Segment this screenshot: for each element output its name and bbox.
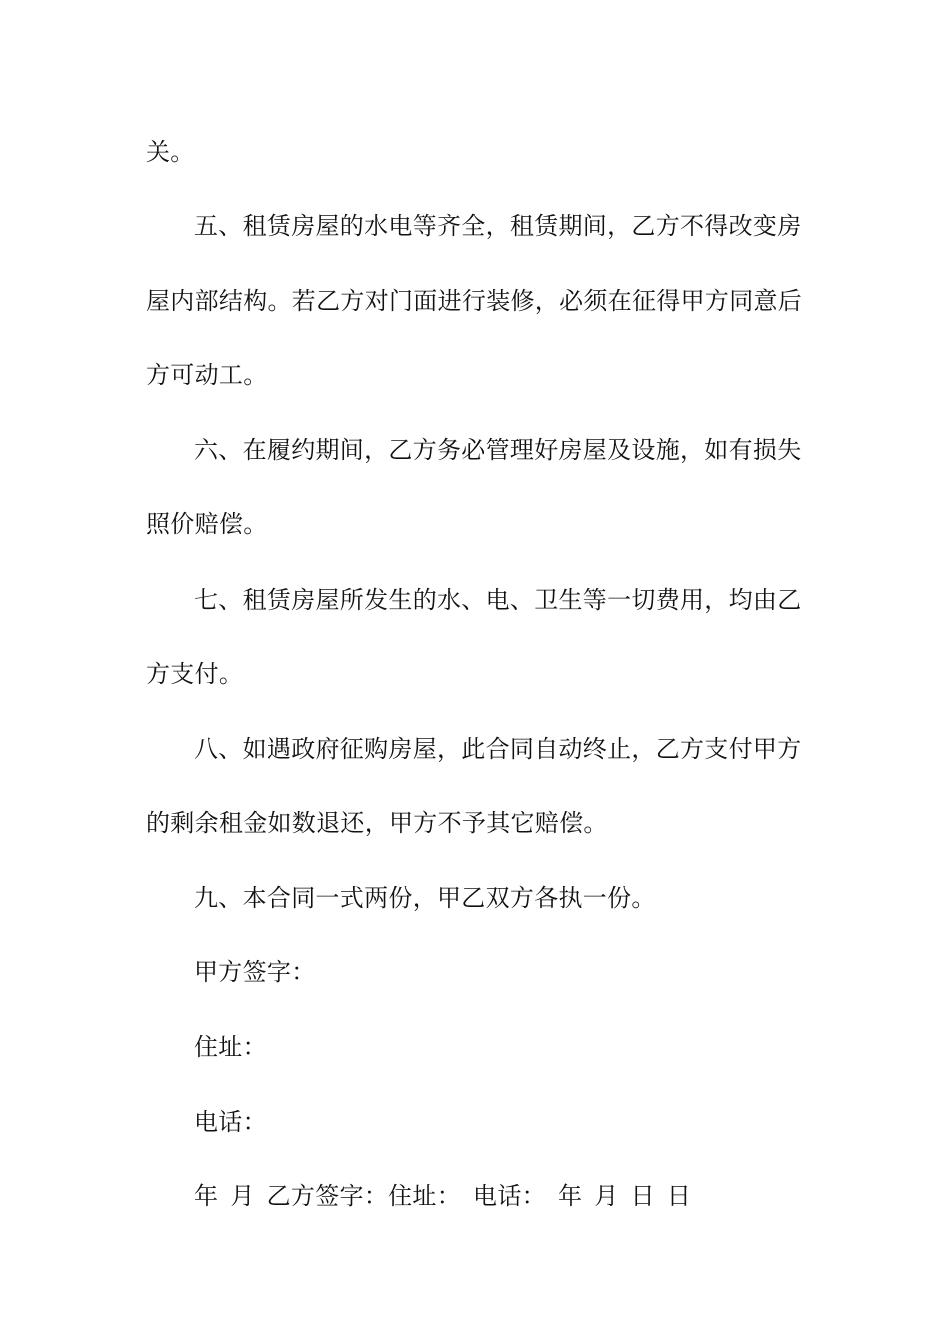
clause-8-line-2: 的剩余租金如数退还，甲方不予其它赔偿。 [146, 809, 608, 837]
year-label-2: 年 [557, 1182, 583, 1210]
clause-7-line-2: 方支付。 [146, 660, 244, 688]
clause-9-line: 九、本合同一式两份，甲乙双方各执一份。 [194, 884, 656, 912]
address-label: 住址： [194, 1033, 267, 1061]
clause-5-line-1: 五、租赁房屋的水电等齐全，租赁期间，乙方不得改变房 [194, 212, 802, 240]
clause-6-line-1: 六、在履约期间，乙方务必管理好房屋及设施，如有损失 [194, 436, 802, 464]
clause-5-line-2: 屋内部结构。若乙方对门面进行装修，必须在征得甲方同意后 [146, 287, 803, 315]
month-label: 月 [230, 1182, 255, 1210]
signature-line [194, 1180, 691, 1212]
year-label: 年 [194, 1182, 219, 1210]
party-b-signature-label: 乙方签字： [266, 1182, 389, 1210]
party-a-signature-label: 甲方签字： [194, 958, 316, 986]
party-b-phone-label: 电话： [473, 1182, 546, 1210]
clause-6-line-2: 照价赔偿。 [146, 510, 268, 538]
clause-8-line-1: 八、如遇政府征购房屋，此合同自动终止，乙方支付甲方 [194, 735, 802, 763]
clause-7-line-1: 七、租赁房屋所发生的水、电、卫生等一切费用，均由乙 [194, 586, 802, 614]
day-label-2: 日 [666, 1182, 692, 1210]
clause-5-line-3: 方可动工。 [146, 361, 268, 389]
party-b-address-label: 住址： [388, 1182, 462, 1210]
month-label-2: 月 [594, 1182, 619, 1210]
phone-label: 电话： [194, 1108, 267, 1136]
day-label: 日 [630, 1182, 655, 1210]
text-line: 关。 [146, 138, 195, 166]
